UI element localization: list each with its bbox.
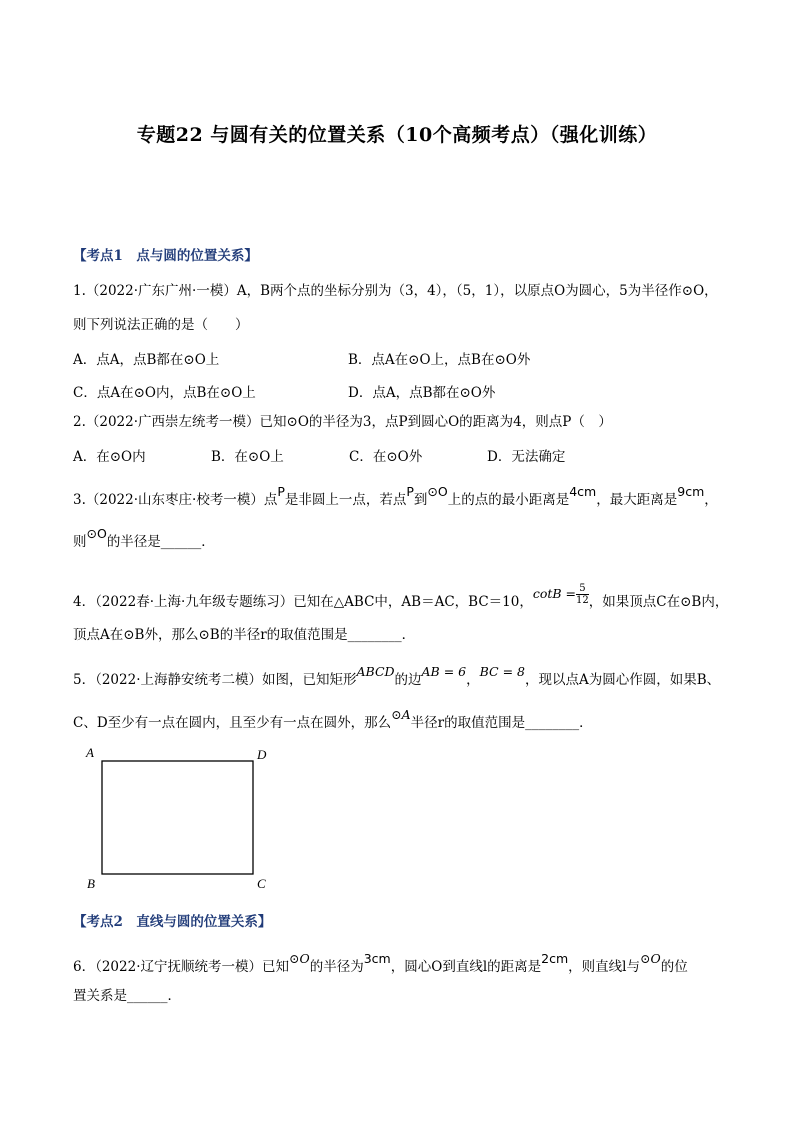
q3-symbol-circle-o: ⊙O bbox=[427, 484, 448, 499]
q6-text: 的半径为 bbox=[309, 959, 364, 975]
rectangle-figure bbox=[80, 740, 280, 900]
question-2-option-a: A．在⊙O内 bbox=[73, 449, 146, 465]
q3-max-distance: 9cm bbox=[677, 484, 705, 499]
vertex-label-a: A bbox=[86, 745, 94, 760]
section-heading-2: 【考点2 直线与圆的位置关系】 bbox=[73, 914, 272, 930]
question-1-option-a: A．点A，点B都在⊙O上 bbox=[73, 352, 220, 368]
rectangle-abcd bbox=[102, 761, 253, 874]
question-1-option-d: D．点A，点B都在⊙O外 bbox=[348, 385, 496, 401]
q3-text: 3.（2022·山东枣庄·校考一模）点 bbox=[73, 492, 278, 508]
q5-text: 的边 bbox=[394, 672, 422, 688]
q6-radius: 3cm bbox=[363, 951, 391, 966]
q5-text: 5．（2022·上海静安统考二模）如图，已知矩形 bbox=[73, 672, 357, 688]
q6-distance: 2cm bbox=[541, 951, 569, 966]
question-4-line-1 bbox=[73, 583, 729, 614]
q6-text: ，圆心O到直线l的距离是 bbox=[390, 959, 542, 975]
q3-symbol-circle-o: ⊙O bbox=[86, 526, 107, 541]
q6-text: 的位 bbox=[660, 959, 688, 975]
q3-text: 则 bbox=[73, 534, 87, 550]
q4-fraction bbox=[576, 583, 589, 606]
question-1-option-b: B．点A在⊙O上，点B在⊙O外 bbox=[348, 352, 531, 368]
vertex-label-c: C bbox=[257, 876, 266, 891]
question-2-stem: 2.（2022·广西崇左统考一模）已知⊙O的半径为3，点P到圆心O的距离为4，则点P（ ） bbox=[73, 414, 612, 430]
question-2-option-d: D．无法确定 bbox=[487, 449, 566, 465]
question-4-line-2: 顶点A在⊙B外，那么⊙B的半径r的取值范围是________． bbox=[73, 627, 416, 643]
q5-text: ，现以点A为圆心作圆，如果B、 bbox=[524, 672, 721, 688]
q3-blank: 的半径是______． bbox=[106, 534, 215, 550]
vertex-label-d: D bbox=[257, 747, 267, 762]
question-3-line-1 bbox=[73, 484, 718, 510]
q6-circle-o: ⊙O bbox=[639, 951, 661, 966]
question-2-option-b: B．在⊙O上 bbox=[211, 449, 284, 465]
q5-text: ， bbox=[466, 672, 480, 688]
question-1-option-c: C．点A在⊙O内，点B在⊙O上 bbox=[73, 385, 256, 401]
q6-text: 6．（2022·辽宁抚顺统考一模）已知 bbox=[73, 959, 289, 975]
question-2-option-c: C．在⊙O外 bbox=[349, 449, 423, 465]
page-title: 专题22 与圆有关的位置关系（10个高频考点）（强化训练） bbox=[136, 124, 658, 146]
question-3-line-2 bbox=[73, 526, 215, 552]
question-1-line-1 bbox=[73, 281, 718, 301]
q3-symbol-p: P bbox=[277, 484, 285, 499]
q3-min-distance: 4cm bbox=[569, 484, 597, 499]
q3-text: 是非圆上一点，若点 bbox=[284, 492, 407, 508]
q3-symbol-p: P bbox=[406, 484, 414, 499]
q6-circle-o: ⊙O bbox=[289, 951, 310, 966]
section-heading-1: 【考点1 点与圆的位置关系】 bbox=[73, 248, 258, 264]
q3-text: ，最大距离是 bbox=[596, 492, 678, 508]
fraction-denominator: 12 bbox=[576, 595, 589, 606]
q5-text: C、D至少有一点在圆内，且至少有一点在圆外，那么 bbox=[73, 715, 392, 731]
question-6-line-2: 置关系是______． bbox=[73, 988, 181, 1004]
q5-rectangle-name: ABCD bbox=[356, 664, 395, 679]
q4-cot-expression: cotB = bbox=[532, 586, 577, 601]
q4-text: ，如果顶点C在⊙B内， bbox=[588, 594, 729, 610]
question-6-line-1 bbox=[73, 951, 688, 977]
question-1-stem: A，B两个点的坐标分别为（3，4），（5，1），以原点O为圆心，5为半径作⊙O， bbox=[236, 283, 718, 299]
question-1-source: 1.（2022·广东广州·一模） bbox=[73, 283, 237, 299]
q3-text: 到 bbox=[413, 492, 428, 508]
vertex-label-b: B bbox=[87, 876, 95, 891]
question-1-line-2: 则下列说法正确的是（ ） bbox=[73, 317, 249, 333]
fraction-numerator: 5 bbox=[576, 583, 589, 595]
q5-circle-a: ⊙A bbox=[391, 707, 411, 722]
q6-text: ，则直线l与 bbox=[568, 959, 640, 975]
q4-text: 4．（2022春·上海·九年级专题练习）已知在△ABC中，AB＝AC，BC＝10， bbox=[73, 594, 533, 610]
q5-side-bc: BC = 8 bbox=[479, 664, 525, 679]
q3-text: 上的点的最小距离是 bbox=[447, 492, 570, 508]
q3-text: ， bbox=[704, 492, 718, 508]
question-5-line-2 bbox=[73, 707, 593, 733]
q5-blank: 半径r的取值范围是________． bbox=[410, 715, 593, 731]
question-5-line-1 bbox=[73, 664, 721, 690]
q5-side-ab: AB = 6 bbox=[421, 664, 467, 679]
